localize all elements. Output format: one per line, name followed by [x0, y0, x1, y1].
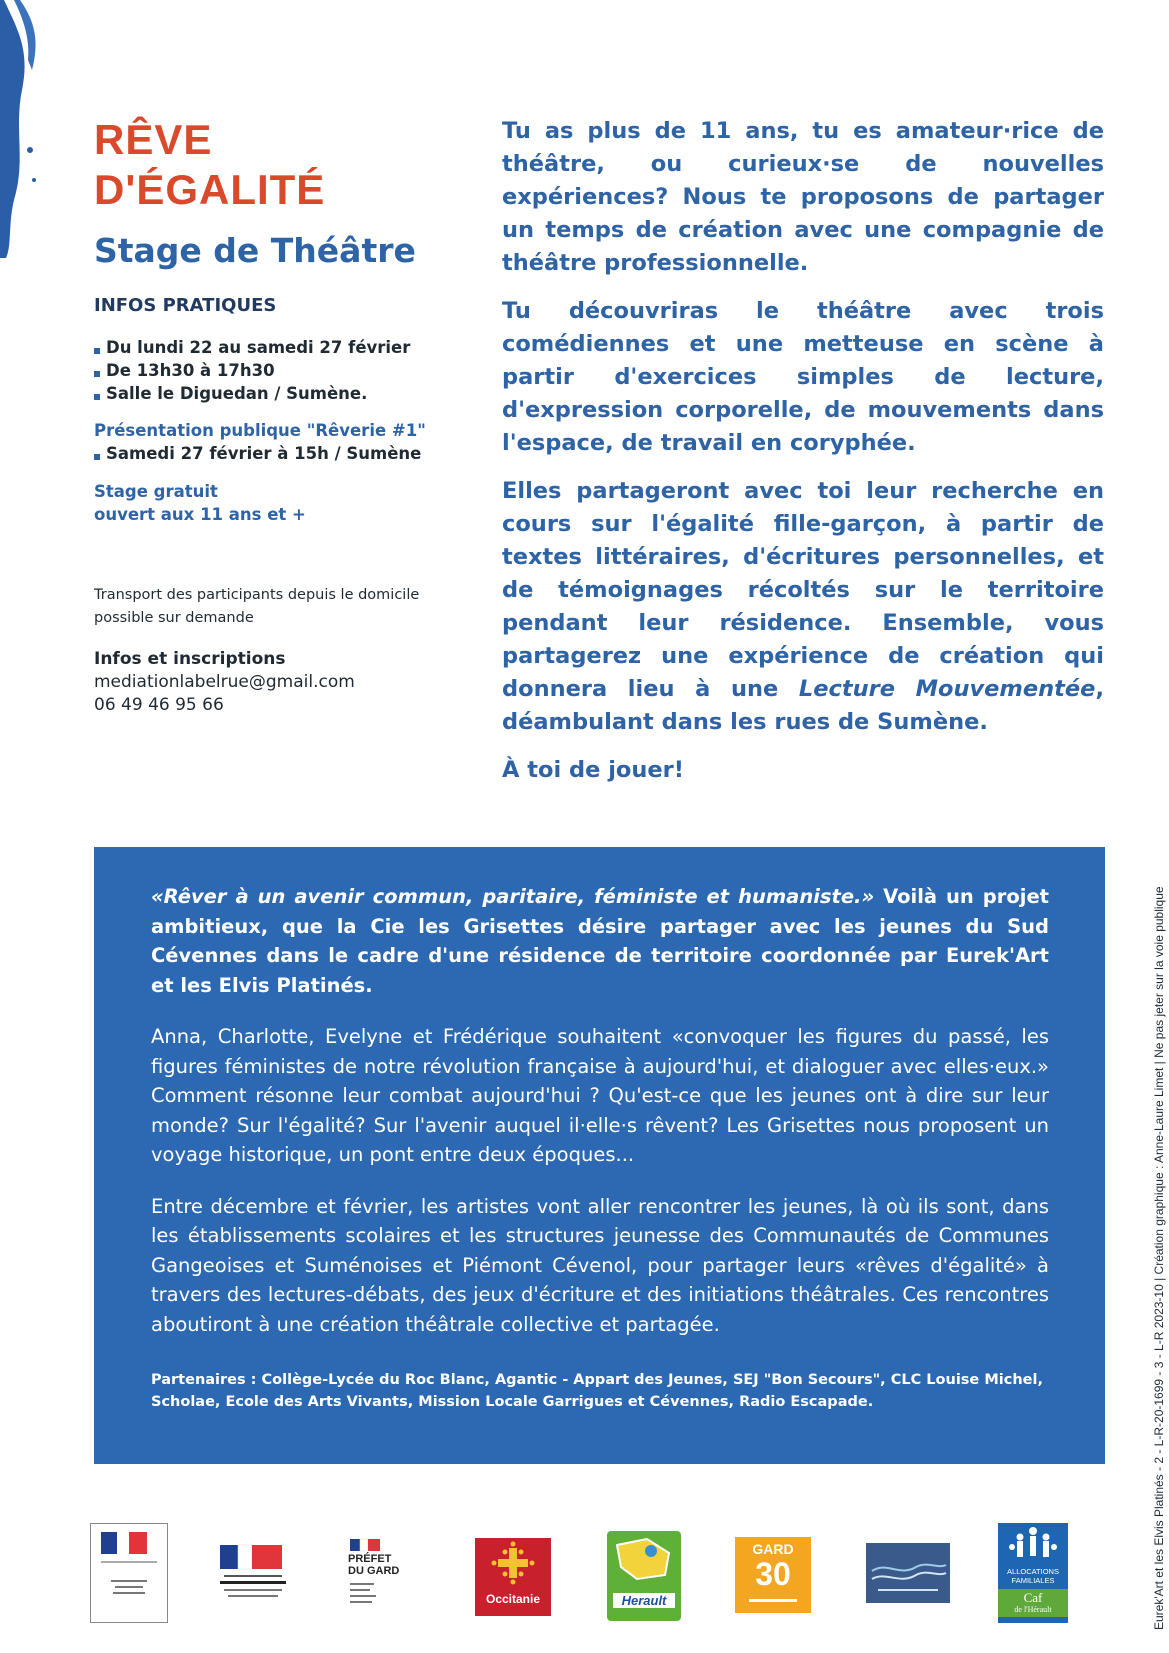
call-to-action: À toi de jouer! — [502, 757, 685, 783]
presentation-block — [94, 419, 454, 465]
box-quote: «Rêver à un avenir commun, paritaire, féministe et humaniste.» — [151, 885, 875, 908]
list-item: Salle le Diguedan / Sumène. — [94, 382, 454, 405]
gard-30-logo — [735, 1537, 811, 1613]
partners-list: Partenaires : Collège-Lycée du Roc Blanc, Agantic - Appart des Jeunes, SEJ "Bon Secours", CLC Louise Michel, Scholae, Ecole des Arts Vivants, Mission Locale Garrigues et Cévennes, Radio Escapade. — [151, 1372, 1043, 1410]
intro-paragraph-2: Tu découvriras le théâtre avec trois comédiennes et une metteuse en scène à partir d'exercices simples de lecture, d'expression corporelle, de mouvements dans l'espace, de travail en coryphée. — [502, 298, 1104, 456]
box-intro-text: Voilà un projet ambitieux, que la Cie les Grisettes désire partager avec les jeunes du Sud Cévennes dans le cadre d'une résidence de territoire coordonnée par Eurek'Art et les Elvis Platinés. — [151, 885, 1049, 997]
caf-people-icon — [998, 1523, 1068, 1563]
box-intro — [151, 882, 1049, 1000]
communaute-communes-logo — [866, 1543, 950, 1603]
intro-paragraph-3 — [502, 475, 1104, 739]
page-subtitle: Stage de Théâtre — [94, 231, 416, 270]
caf-line-3: Caf — [1023, 1590, 1043, 1605]
gard-number: 30 — [755, 1556, 791, 1592]
region-occitanie-logo — [475, 1538, 551, 1616]
partner-logos — [90, 1523, 1105, 1623]
herault-label: Herault — [613, 1593, 675, 1608]
gratuit-block — [94, 480, 454, 526]
transport-line-2: possible sur demande — [94, 610, 254, 626]
brush-stroke-decoration — [0, 0, 42, 260]
herault-departement-logo — [607, 1531, 681, 1621]
right-column — [502, 115, 1104, 802]
caf-logo — [998, 1523, 1068, 1623]
list-item: Du lundi 22 au samedi 27 février — [94, 336, 454, 359]
title-line-2: D'ÉGALITÉ — [94, 166, 326, 213]
box-paragraph-3: Entre décembre et février, les artistes vont aller rencontrer les jeunes, là où ils sont, dans les établissements scolaires et les structures jeunesse des Communautés de Communes Gangeoises et Suménoises et Piémont Cévenol, pour partager leurs «rêves d'égalité» à travers des lectures-débats, des jeux d'écriture et des initiations théâtrales. Ces rencontres aboutiront à une création théâtrale collective et partagée. — [151, 1194, 1049, 1336]
republique-francaise-logo — [216, 1541, 290, 1605]
prefet-region-logo — [90, 1523, 168, 1623]
gard-label: GARD — [752, 1541, 794, 1557]
contact-email[interactable]: mediationlabelrue@gmail.com — [94, 672, 355, 692]
contact-label: Infos et inscriptions — [94, 649, 286, 669]
list-item: Samedi 27 février à 15h / Sumène — [94, 442, 454, 465]
transport-line-1: Transport des participants depuis le domicile — [94, 587, 420, 603]
contact-block — [94, 648, 454, 717]
gratuit-line-1: Stage gratuit — [94, 482, 218, 501]
paragraph-3-end: , déambulant dans les rues de Sumène. — [502, 676, 1104, 735]
contact-phone[interactable]: 06 49 46 95 66 — [94, 695, 224, 715]
list-item: De 13h30 à 17h30 — [94, 359, 454, 382]
occitanie-label: Occitanie — [485, 1592, 541, 1606]
caf-green-band — [998, 1589, 1068, 1617]
caf-line-4: de l'Hérault — [1014, 1605, 1052, 1614]
box-paragraph-2: Anna, Charlotte, Evelyne et Frédérique souhaitent «convoquer les figures du passé, les figures féministes de notre révolution française à aujourd'hui, et dialoguer avec elles·eux.» Comment résonne leur combat aujourd'hui ? Qu'est-ce que les jeunes ont à dire sur leur monde? Sur l'égalité? Sur l'avenir auquel il·elle·s rêvent? Les Grisettes nous proposent un voyage historique, un pont entre deux époques... — [151, 1025, 1049, 1166]
infos-heading: INFOS PRATIQUES — [94, 295, 277, 316]
intro-paragraph-1: Tu as plus de 11 ans, tu es amateur·rice de théâtre, ou curieux·se de nouvelles expériences? Nous te proposons de partager un temps de création avec une compagnie de théâtre professionnelle. — [502, 118, 1104, 276]
occitan-cross-icon — [475, 1538, 551, 1588]
gratuit-line-2: ouvert aux 11 ans et + — [94, 505, 306, 524]
presentation-list — [94, 442, 454, 465]
transport-note — [94, 584, 454, 630]
project-description-box — [94, 847, 1105, 1464]
page-title — [94, 115, 454, 215]
prefet-du-gard-line-1: PRÉFET — [348, 1553, 392, 1565]
paragraph-3-text: Elles partageront avec toi leur recherche en cours sur l'égalité fille-garçon, à partir de textes littéraires, d'écritures personnelles, et de témoignages récoltés sur le territoire pendant leur résidence. Ensemble, vous partagerez une expérience de création qui donnera lieu à une — [502, 478, 1104, 702]
caf-line-1: ALLOCATIONS — [1007, 1567, 1059, 1576]
caf-line-2: FAMILIALES — [1011, 1576, 1055, 1585]
title-line-1: RÊVE — [94, 116, 213, 163]
lecture-mouvementee-emphasis: Lecture Mouvementée — [798, 676, 1096, 702]
prefet-du-gard-line-2: DU GARD — [348, 1565, 400, 1577]
prefet-du-gard-logo — [348, 1537, 420, 1617]
left-column — [94, 115, 454, 717]
vertical-credit: Eurek'Art et les Elvis Platinés - 2 - L-R-20-1699 - 3 - L-R 2023-10 | Création graphique : Anne-Laure Limet | Ne pas jeter sur la voie publique — [1152, 886, 1166, 1630]
infos-list — [94, 336, 454, 405]
presentation-label: Présentation publique "Rêverie #1" — [94, 421, 426, 440]
